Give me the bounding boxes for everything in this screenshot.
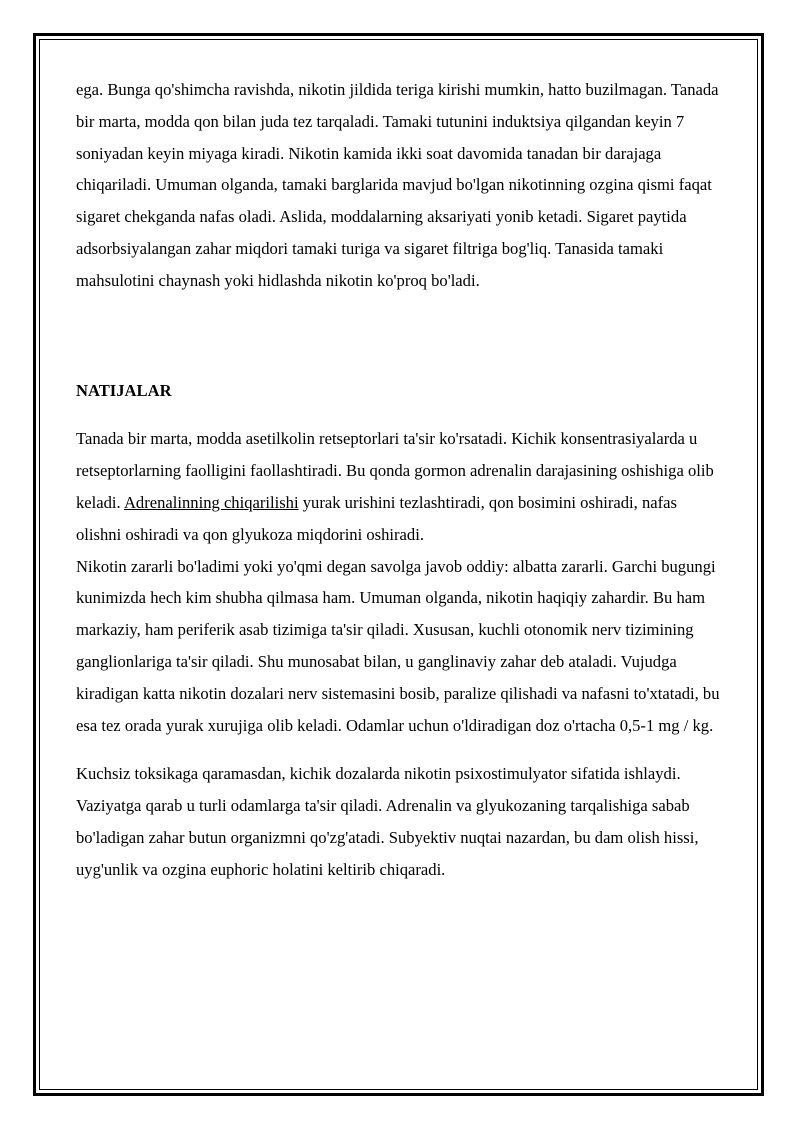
paragraph [76,423,726,550]
paragraph-text: yurak urishini tezlashtiradi, qon bosimini oshiradi, nafas olishni oshiradi va qon glyukoza miqdorini oshiradi. [76,492,677,544]
adrenalin-link[interactable]: Adrenalinning chiqarilishi [123,492,299,512]
document-body [76,74,726,886]
section-heading: NATIJALAR [76,380,172,400]
paragraph-text: Tanada bir marta, modda asetilkolin retseptorlari ta'sir ko'rsatadi. Kichik konsentrasiyalarda u retseptorlarning faolligini faollashtiradi. Bu qonda gormon adrenalin darajasining oshishiga olib keladi. [76,429,714,512]
paragraph: Kuchsiz toksikaga qaramasdan, kichik dozalarda nikotin psixostimulyator sifatida ishlaydi. Vaziyatga qarab u turli odamlarga ta'sir qiladi. Adrenalin va glyukozaning tarqalishiga sabab bo'ladigan zahar butun organizmni qo'zg'atadi. Subyektiv nuqtai nazardan, bu dam olish hissi, uyg'unlik va ozgina euphoric holatini keltirib chiqaradi. [76,764,699,879]
paragraph: Nikotin zararli bo'ladimi yoki yo'qmi degan savolga javob oddiy: albatta zararli. Garchi bugungi kunimizda hech kim shubha qilmasa ham. Umuman olganda, nikotin haqiqiy zahardir. Bu ham markaziy, ham periferik asab tizimiga ta'sir qiladi. Xususan, kuchli otonomik nerv tizimining ganglionlariga ta'sir qiladi. Shu munosabat bilan, u ganglinaviy zahar deb ataladi. Vujudga kiradigan katta nikotin dozalari nerv sistemasini bosib, paralize qilishadi va nafasni to'xtatadi, bu esa tez orada yurak xurujiga olib keladi. Odamlar uchun o'ldiradigan doz o'rtacha 0,5-1 mg / kg. [76,556,720,735]
paragraph: ega. Bunga qo'shimcha ravishda, nikotin jildida teriga kirishi mumkin, hatto buzilmagan. Tanada bir marta, modda qon bilan juda tez tarqaladi. Tamaki tutunini induktsiya qilgandan keyin 7 soniyadan keyin miyaga kiradi. Nikotin kamida ikki soat davomida tanadan bir darajaga chiqariladi. Umuman olganda, tamaki barglarida mavjud bo'lgan nikotinning ozgina qismi faqat sigaret chekganda nafas oladi. Aslida, moddalarning aksariyati yonib ketadi. Sigaret paytida adsorbsiyalangan zahar miqdori tamaki turiga va sigaret filtriga bog'liq. Tanasida tamaki mahsulotini chaynash yoki hidlashda nikotin ko'proq bo'ladi. [76,80,719,290]
